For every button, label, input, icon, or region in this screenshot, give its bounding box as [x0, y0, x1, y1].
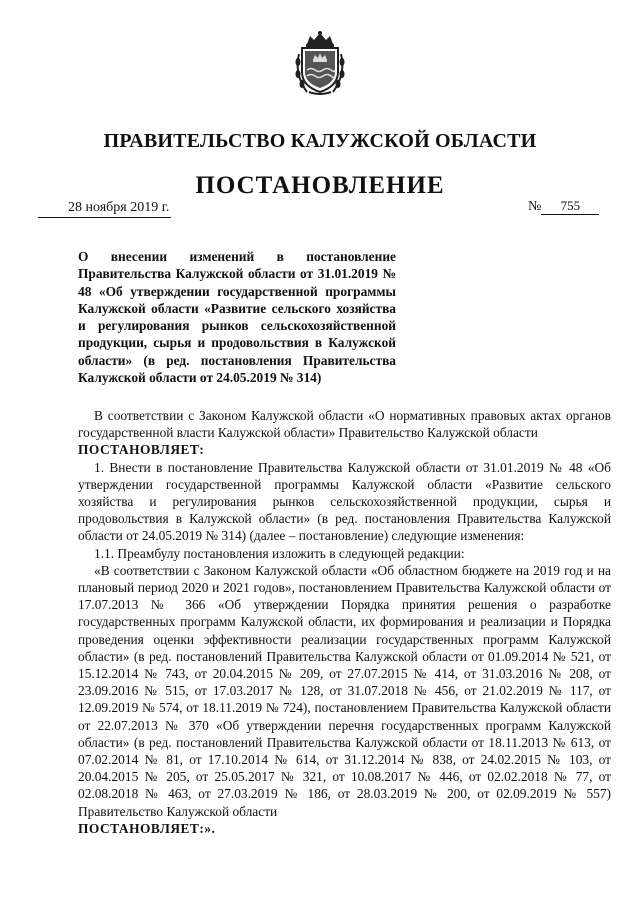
document-type: ПОСТАНОВЛЕНИЕ: [195, 172, 445, 199]
document-date: 28 ноября 2019 г.: [38, 200, 171, 218]
kaluga-coat-of-arms-icon: [293, 30, 347, 96]
quoted-resolves: ПОСТАНОВЛЯЕТ:».: [78, 820, 216, 836]
document-number: [528, 198, 599, 215]
quoted-preamble-paragraph: «В соответствии с Законом Калужской области «Об областном бюджете на 2019 год и на плановый период 2020 и 2021 годов», постановлением Правительства Калужской области от 17.07.2013 № 366 «Об утверждении Порядка принятия решения о разработке государственных программ Калужской области, их формирования и реализации и Порядка проведения оценки эффективности реализации государственных программ Калужской области» (в ред. постановлений Правительства Калужской области от 01.09.2014 № 521, от 15.12.2014 № 743, от 20.04.2015 № 209, от 27.07.2015 № 414, от 31.03.2016 № 208, от 23.09.2016 № 515, от 17.03.2017 № 128, от 31.07.2018 № 456, от 21.02.2019 № 117, от 12.09.2019 № 574, от 18.11.2019 № 724), постановлением Правительства Калужской области от 22.07.2013 № 370 «Об утверждении перечня государственных программ Калужской области» (в ред. постановлений Правительства Калужской области от 18.11.2013 № 613, от 07.02.2014 № 81, от 17.10.2014 № 614, от 31.12.2014 № 838, от 24.02.2015 № 103, от 20.04.2015 № 205, от 25.05.2017 № 321, от 10.08.2017 № 446, от 02.02.2018 № 77, от 02.08.2018 № 463, от 27.03.2019 № 186, от 28.03.2019 № 200, от 02.09.2019 № 557) Правительство Калужской области: [78, 562, 611, 819]
preamble-paragraph: В соответствии с Законом Калужской области «О нормативных правовых актах органов государственной власти Калужской области» Правительство Калужской области: [78, 408, 611, 441]
item-1-1-paragraph: 1.1. Преамбулу постановления изложить в следующей редакции:: [94, 545, 465, 561]
number-value: 755: [541, 198, 599, 215]
document-body: [78, 407, 611, 837]
resolves-heading: ПОСТАНОВЛЯЕТ:: [78, 442, 205, 458]
organization-title: ПРАВИТЕЛЬСТВО КАЛУЖСКОЙ ОБЛАСТИ: [103, 130, 537, 152]
document-subject: О внесении изменений в постановление Правительства Калужской области от 31.01.2019 № 48 «Об утверждении государственной программы Калужской области «Развитие сельского хозяйства и регулирования рынков сельскохозяйственной продукции, сырья и продовольствия в Калужской области» (в ред. постановления Правительства Калужской области от 24.05.2019 № 314): [78, 249, 396, 386]
number-label: №: [528, 199, 542, 214]
item-1-paragraph: 1. Внести в постановление Правительства Калужской области от 31.01.2019 № 48 «Об утверждении государственной программы Калужской области «Развитие сельского хозяйства и регулирования рынков сельскохозяйственной продукции, сырья и продовольствия в Калужской области» (в ред. постановления Правительства Калужской области от 24.05.2019 № 314) (далее – постановление) следующие изменения:: [78, 459, 611, 544]
